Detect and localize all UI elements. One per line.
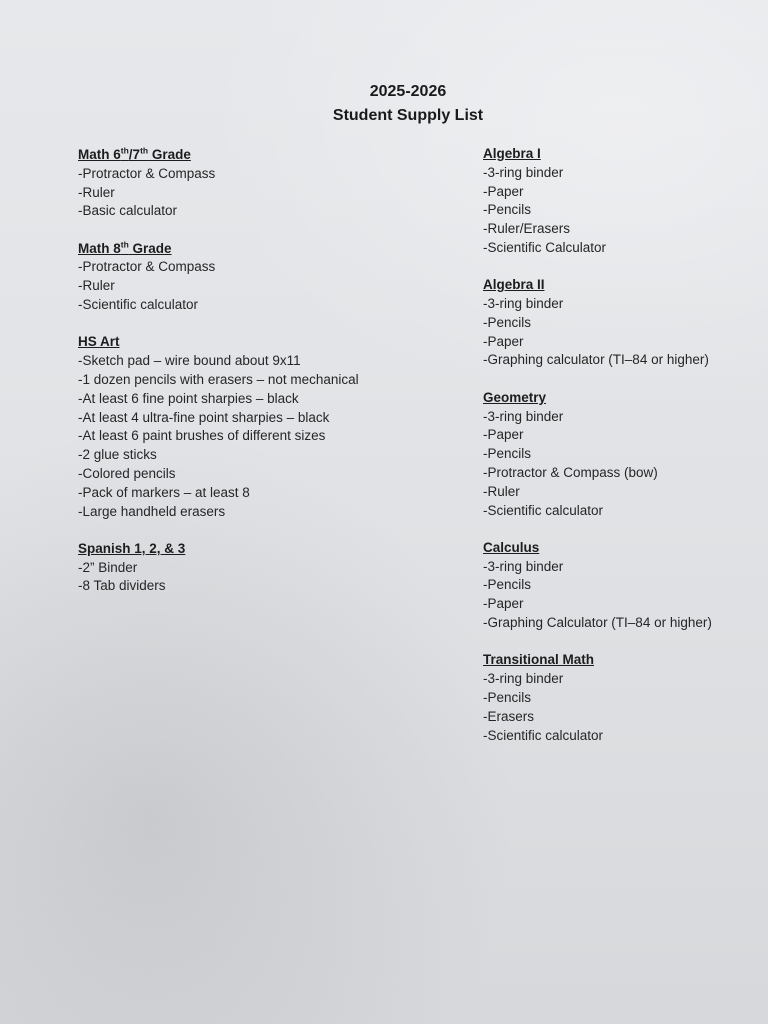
section-hs-art [78,333,408,521]
list-item: -At least 6 fine point sharpies – black [78,390,299,406]
list-item: -3-ring binder [483,164,564,180]
section-math-8 [78,240,408,315]
list-item: -Paper [483,427,524,443]
section-heading: Algebra I [483,146,541,161]
list-item: -At least 6 paint brushes of different sizes [78,428,326,444]
list-item: -Large handheld erasers [78,503,226,519]
section-heading: Math 8th Grade [78,239,172,256]
list-item: -3-ring binder [483,408,564,424]
section-heading: Spanish 1, 2, & 3 [78,540,186,556]
section-spanish [78,540,408,596]
list-item: -Scientific calculator [483,502,604,518]
list-item: -Pencils [483,314,532,330]
section-algebra-2 [483,276,753,370]
section-heading: Calculus [483,539,540,555]
section-transitional-math [483,651,753,745]
document-year: 2025-2026 [369,83,447,100]
section-heading: HS Art [78,334,120,350]
list-item: -Paper [483,183,524,199]
list-item: -2” Binder [78,559,138,575]
section-math-6-7 [78,146,408,221]
section-heading: Transitional Math [483,652,595,668]
section-heading: Geometry [483,389,547,405]
list-item: -Scientific calculator [78,297,199,313]
document-title: Student Supply List [332,107,484,124]
list-item: -3-ring binder [483,296,564,312]
list-item: -Graphing Calculator (TI–84 or higher) [483,615,712,631]
section-calculus [483,539,753,633]
list-item: -Protractor & Compass (bow) [483,464,658,480]
list-item: -3-ring binder [483,558,564,574]
list-item: -8 Tab dividers [78,578,166,594]
list-item: -Pencils [483,577,532,593]
list-item: -Graphing calculator (TI–84 or higher) [483,352,709,368]
list-item: -Protractor & Compass [78,259,216,275]
left-column [78,146,408,615]
list-item: -Pack of markers – at least 8 [78,484,250,500]
list-item: -Ruler/Erasers [483,221,571,237]
list-item: -Ruler [78,278,115,294]
list-item: -Erasers [483,708,535,724]
list-item: -Colored pencils [78,465,176,481]
list-item: -1 dozen pencils with erasers – not mechanical [78,371,359,387]
list-item: -2 glue sticks [78,447,157,463]
list-item: -Pencils [483,202,532,218]
list-item: -Pencils [483,689,532,705]
list-item: -Ruler [78,184,115,200]
list-item: -Ruler [483,483,520,499]
list-item: -Paper [483,333,524,349]
section-geometry [483,389,753,521]
list-item: -Protractor & Compass [78,165,216,181]
list-item: -Sketch pad – wire bound about 9x11 [78,353,301,369]
list-item: -3-ring binder [483,671,564,687]
list-item: -Basic calculator [78,203,178,219]
section-heading: Math 6th/7th Grade [78,145,191,162]
section-algebra-1 [483,145,753,258]
list-item: -At least 4 ultra-fine point sharpies – black [78,409,330,425]
section-heading: Algebra II [483,277,545,293]
list-item: -Pencils [483,446,532,462]
list-item: -Paper [483,596,524,612]
list-item: -Scientific Calculator [483,239,607,255]
right-column [483,145,753,764]
list-item: -Scientific calculator [483,727,604,743]
